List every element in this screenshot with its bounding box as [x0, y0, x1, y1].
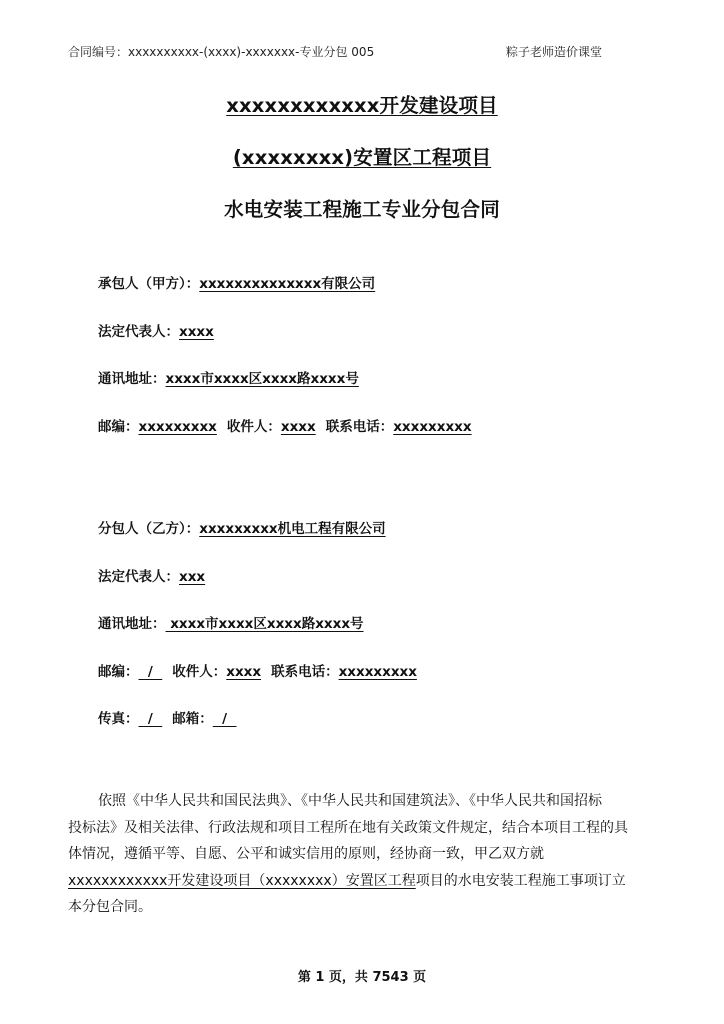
- contractor-phone-label: 联系电话：: [325, 419, 394, 435]
- subcontractor-rep-row: [98, 565, 205, 585]
- contractor-address-row: [98, 367, 359, 387]
- preamble-line-5: 本分包合同。: [68, 899, 152, 915]
- contractor-recipient-value: xxxx: [280, 419, 316, 435]
- title-contract-type: 水电安装工程施工专业分包合同: [224, 198, 500, 221]
- contractor-rep-row: [98, 320, 214, 340]
- preamble-paragraph: [68, 788, 660, 921]
- preamble-project-name: xxxxxxxxxxxx开发建设项目（xxxxxxxx）安置区工程: [68, 872, 416, 889]
- preamble-line-4: [68, 868, 660, 895]
- subcontractor-postcode-value: /: [138, 664, 163, 680]
- subcontractor-email-value: /: [212, 711, 237, 727]
- subcontractor-postcode-label: 邮编：: [98, 664, 139, 680]
- contract-number: 合同编号：xxxxxxxxxx-(xxxx)-xxxxxxx-专业分包 005: [68, 45, 375, 59]
- title-sub-project: (xxxxxxxx)安置区工程项目: [232, 146, 492, 169]
- subcontractor-recipient-value: xxxx: [226, 664, 262, 680]
- preamble-line-4-rest: 项目的水电安装工程施工事项订立: [415, 872, 626, 889]
- page-footer: 第 1 页，共 7543 页: [297, 970, 427, 985]
- preamble-line-2: 投标法》及相关法律、行政法规和项目工程所在地有关政策文件规定，结合本项目工程的具: [68, 819, 628, 836]
- contractor-postcode-value: xxxxxxxxx: [138, 419, 217, 435]
- contractor-rep-value: xxxx: [179, 324, 214, 340]
- subcontractor-fax-value: /: [138, 711, 163, 727]
- subcontractor-party-value: xxxxxxxxx机电工程有限公司: [199, 521, 386, 537]
- contractor-party-row: [98, 272, 375, 292]
- contractor-party-value: xxxxxxxxxxxxxx有限公司: [199, 276, 376, 292]
- subcontractor-phone-label: 联系电话：: [271, 664, 339, 680]
- contractor-party-label: 承包人（甲方）：: [98, 276, 200, 292]
- subcontractor-address-row: [98, 612, 364, 632]
- header-watermark: 粽子老师造价课堂: [506, 45, 603, 59]
- contractor-address-value: xxxx市xxxx区xxxx路xxxx号: [165, 371, 359, 387]
- subcontractor-party-row: [98, 517, 386, 537]
- preamble-line-1: 依照《中华人民共和国民法典》、《中华人民共和国建筑法》、《中华人民共和国招标: [98, 793, 602, 809]
- subcontractor-rep-value: xxx: [179, 569, 206, 585]
- subcontractor-contact-row: [98, 660, 417, 680]
- subcontractor-phone-value: xxxxxxxxx: [338, 664, 417, 680]
- contractor-postcode-label: 邮编：: [98, 419, 139, 435]
- contractor-phone-value: xxxxxxxxx: [393, 419, 472, 435]
- contractor-recipient-label: 收件人：: [226, 419, 281, 435]
- contractor-address-label: 通讯地址：: [98, 371, 166, 387]
- subcontractor-fax-email-row: [98, 707, 236, 727]
- subcontractor-address-label: 通讯地址：: [98, 616, 166, 632]
- subcontractor-email-label: 邮箱：: [172, 711, 213, 727]
- contractor-contact-row: [98, 415, 472, 435]
- subcontractor-address-value: xxxx市xxxx区xxxx路xxxx号: [165, 616, 364, 632]
- subcontractor-party-label: 分包人（乙方）：: [98, 521, 200, 537]
- subcontractor-recipient-label: 收件人：: [172, 664, 227, 680]
- preamble-line-3: 体情况，遵循平等、自愿、公平和诚实信用的原则，经协商一致，甲乙双方就: [68, 846, 544, 862]
- contractor-rep-label: 法定代表人：: [98, 324, 179, 340]
- page-header: [0, 40, 724, 62]
- subcontractor-fax-label: 传真：: [98, 711, 139, 727]
- title-project-name: xxxxxxxxxxxx开发建设项目: [226, 94, 498, 117]
- subcontractor-rep-label: 法定代表人：: [98, 569, 179, 585]
